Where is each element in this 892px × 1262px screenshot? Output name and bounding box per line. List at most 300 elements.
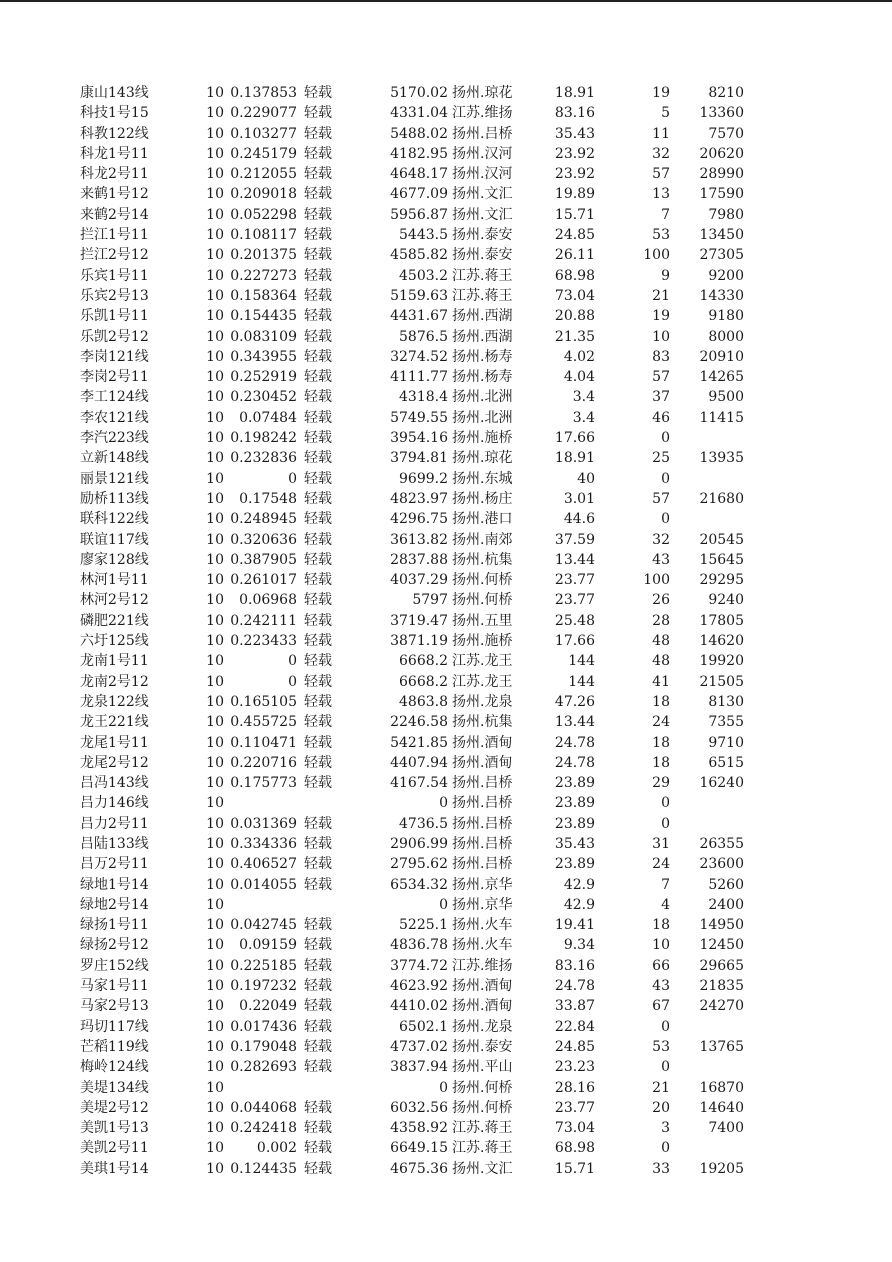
load-status-cell: 轻载 (304, 186, 332, 203)
feeder-name-cell: 芒稻119线 (80, 1038, 149, 1055)
feeder-name-cell: 吕力146线 (80, 795, 149, 812)
table-row (0, 103, 892, 123)
table-row (0, 611, 892, 631)
total-cell: 24270 (699, 998, 744, 1015)
feeder-name-cell: 龙尾1号11 (80, 734, 149, 751)
count-cell: 11 (652, 125, 670, 142)
total-cell: 21835 (699, 978, 744, 995)
load-rate-cell: 0.230452 (230, 389, 297, 406)
table-row (0, 733, 892, 753)
voltage-cell: 10 (206, 287, 224, 304)
feeder-name-cell: 龙泉122线 (80, 693, 149, 710)
table-row (0, 408, 892, 428)
capacity-cell: 5159.63 (390, 287, 448, 304)
feeder-name-cell: 美凯2号11 (80, 1140, 149, 1157)
distance-cell: 25.48 (554, 612, 595, 629)
count-cell: 41 (652, 673, 670, 690)
distance-cell: 15.71 (554, 1160, 595, 1177)
feeder-name-cell: 联谊117线 (80, 531, 149, 548)
distance-cell: 23.77 (554, 592, 595, 609)
capacity-cell: 4296.75 (390, 511, 448, 528)
table-row (0, 753, 892, 773)
load-rate-cell: 0.198242 (230, 430, 297, 447)
load-status-cell: 轻载 (304, 815, 332, 832)
load-rate-cell: 0.225185 (230, 957, 297, 974)
capacity-cell: 6668.2 (399, 653, 448, 670)
feeder-name-cell: 吕力2号11 (80, 815, 149, 832)
feeder-name-cell: 龙南1号11 (80, 653, 149, 670)
load-status-cell: 轻载 (304, 348, 332, 365)
load-status-cell: 轻载 (304, 1099, 332, 1116)
voltage-cell: 10 (206, 328, 224, 345)
total-cell: 21505 (699, 673, 744, 690)
distance-cell: 28.16 (554, 1079, 595, 1096)
count-cell: 29 (652, 775, 670, 792)
load-status-cell: 轻载 (304, 1160, 332, 1177)
distance-cell: 83.16 (554, 105, 595, 122)
total-cell: 19205 (699, 1160, 744, 1177)
load-status-cell: 轻载 (304, 835, 332, 852)
voltage-cell: 10 (206, 267, 224, 284)
substation-cell: 扬州.京华 (452, 896, 513, 913)
substation-cell: 江苏.维扬 (452, 105, 513, 122)
load-rate-cell: 0 (288, 470, 297, 487)
distance-cell: 9.34 (563, 937, 595, 954)
table-row (0, 854, 892, 874)
feeder-name-cell: 来鹤1号12 (80, 186, 149, 203)
feeder-name-cell: 李岗2号11 (80, 369, 149, 386)
substation-cell: 扬州.杨寿 (452, 348, 513, 365)
feeder-name-cell: 罗庄152线 (80, 957, 149, 974)
capacity-cell: 5488.02 (390, 125, 448, 142)
count-cell: 28 (652, 612, 670, 629)
capacity-cell: 4823.97 (390, 490, 448, 507)
count-cell: 20 (652, 1099, 670, 1116)
total-cell: 7355 (708, 714, 744, 731)
total-cell: 7980 (708, 206, 744, 223)
load-rate-cell: 0.002 (256, 1140, 297, 1157)
substation-cell: 扬州.酒甸 (452, 754, 513, 771)
load-status-cell: 轻载 (304, 1140, 332, 1157)
load-rate-cell: 0.017436 (230, 1018, 297, 1035)
load-rate-cell: 0.282693 (230, 1059, 297, 1076)
total-cell: 23600 (699, 856, 744, 873)
load-status-cell: 轻载 (304, 998, 332, 1015)
count-cell: 53 (652, 227, 670, 244)
table-row (0, 266, 892, 286)
count-cell: 18 (652, 693, 670, 710)
load-rate-cell: 0.042745 (230, 917, 297, 934)
voltage-cell: 10 (206, 795, 224, 812)
capacity-cell: 3774.72 (390, 957, 448, 974)
substation-cell: 扬州.西湖 (452, 328, 513, 345)
load-rate-cell: 0.406527 (230, 856, 297, 873)
distance-cell: 73.04 (554, 287, 595, 304)
total-cell: 9240 (708, 592, 744, 609)
distance-cell: 24.78 (554, 734, 595, 751)
substation-cell: 江苏.蒋王 (452, 1140, 513, 1157)
total-cell: 20910 (699, 348, 744, 365)
load-rate-cell: 0.124435 (230, 1160, 297, 1177)
count-cell: 13 (652, 186, 670, 203)
substation-cell: 扬州.杨寿 (452, 369, 513, 386)
feeder-name-cell: 拦江1号11 (80, 227, 149, 244)
count-cell: 19 (652, 308, 670, 325)
table-row (0, 956, 892, 976)
table-row (0, 935, 892, 955)
load-status-cell: 轻载 (304, 551, 332, 568)
capacity-cell: 4431.67 (390, 308, 448, 325)
total-cell: 14950 (699, 917, 744, 934)
substation-cell: 扬州.酒甸 (452, 734, 513, 751)
substation-cell: 扬州.琼花 (452, 85, 513, 101)
table-row (0, 1098, 892, 1118)
load-rate-cell: 0.110471 (230, 734, 297, 751)
table-row (0, 124, 892, 144)
feeder-name-cell: 立新148线 (80, 450, 149, 467)
count-cell: 57 (652, 369, 670, 386)
voltage-cell: 10 (206, 1140, 224, 1157)
feeder-name-cell: 绿地2号14 (80, 896, 149, 913)
capacity-cell: 3794.81 (390, 450, 448, 467)
voltage-cell: 10 (206, 612, 224, 629)
voltage-cell: 10 (206, 856, 224, 873)
capacity-cell: 5876.5 (399, 328, 448, 345)
table-row (0, 651, 892, 671)
voltage-cell: 10 (206, 389, 224, 406)
table-row (0, 1159, 892, 1179)
capacity-cell: 2795.62 (390, 856, 448, 873)
voltage-cell: 10 (206, 430, 224, 447)
feeder-name-cell: 林河1号11 (80, 572, 149, 589)
substation-cell: 扬州.火车 (452, 917, 513, 934)
table-row (0, 773, 892, 793)
voltage-cell: 10 (206, 917, 224, 934)
load-rate-cell: 0.014055 (230, 876, 297, 893)
capacity-cell: 3871.19 (390, 633, 448, 650)
table-row (0, 1138, 892, 1158)
voltage-cell: 10 (206, 633, 224, 650)
capacity-cell: 4111.77 (390, 369, 448, 386)
feeder-name-cell: 绿地1号14 (80, 876, 149, 893)
distance-cell: 42.9 (563, 876, 595, 893)
load-rate-cell: 0.154435 (230, 308, 297, 325)
table-row (0, 672, 892, 692)
table-row (0, 327, 892, 347)
table-row (0, 428, 892, 448)
voltage-cell: 10 (206, 653, 224, 670)
feeder-name-cell: 美堤2号12 (80, 1099, 149, 1116)
table-row (0, 1037, 892, 1057)
feeder-name-cell: 梅岭124线 (80, 1059, 149, 1076)
substation-cell: 扬州.施桥 (452, 430, 513, 447)
voltage-cell: 10 (206, 957, 224, 974)
count-cell: 32 (652, 145, 670, 162)
count-cell: 0 (661, 430, 670, 447)
feeder-name-cell: 乐宾2号13 (80, 287, 149, 304)
total-cell: 14620 (699, 633, 744, 650)
total-cell: 14640 (699, 1099, 744, 1116)
total-cell: 19920 (699, 653, 744, 670)
total-cell: 16870 (699, 1079, 744, 1096)
count-cell: 46 (652, 409, 670, 426)
table-row (0, 1017, 892, 1037)
total-cell: 8000 (708, 328, 744, 345)
count-cell: 0 (661, 470, 670, 487)
substation-cell: 扬州.京华 (452, 876, 513, 893)
distance-cell: 23.89 (554, 795, 595, 812)
count-cell: 18 (652, 754, 670, 771)
total-cell: 8210 (708, 85, 744, 101)
table-row (0, 550, 892, 570)
load-status-cell: 轻载 (304, 511, 332, 528)
load-rate-cell: 0.07484 (239, 409, 297, 426)
distance-cell: 15.71 (554, 206, 595, 223)
load-status-cell: 轻载 (304, 287, 332, 304)
total-cell: 27305 (699, 247, 744, 264)
voltage-cell: 10 (206, 673, 224, 690)
substation-cell: 扬州.杭集 (452, 551, 513, 568)
substation-cell: 江苏.蒋王 (452, 287, 513, 304)
load-status-cell: 轻载 (304, 572, 332, 589)
voltage-cell: 10 (206, 978, 224, 995)
table-row (0, 306, 892, 326)
capacity-cell: 5956.87 (390, 206, 448, 223)
capacity-cell: 3954.16 (390, 430, 448, 447)
substation-cell: 扬州.北洲 (452, 389, 513, 406)
load-status-cell: 轻载 (304, 490, 332, 507)
table-row (0, 144, 892, 164)
count-cell: 0 (661, 1018, 670, 1035)
capacity-cell: 6032.56 (390, 1099, 448, 1116)
substation-cell: 扬州.杭集 (452, 714, 513, 731)
count-cell: 21 (652, 287, 670, 304)
load-status-cell: 轻载 (304, 1059, 332, 1076)
substation-cell: 扬州.吕桥 (452, 775, 513, 792)
count-cell: 32 (652, 531, 670, 548)
load-status-cell: 轻载 (304, 856, 332, 873)
table-row (0, 469, 892, 489)
capacity-cell: 6649.15 (390, 1140, 448, 1157)
voltage-cell: 10 (206, 470, 224, 487)
total-cell: 7570 (708, 125, 744, 142)
voltage-cell: 10 (206, 85, 224, 101)
table-row (0, 692, 892, 712)
table-row (0, 895, 892, 915)
total-cell: 5260 (708, 876, 744, 893)
load-status-cell: 轻载 (304, 430, 332, 447)
distance-cell: 18.91 (554, 85, 595, 101)
capacity-cell: 3274.52 (390, 348, 448, 365)
capacity-cell: 5225.1 (399, 917, 448, 934)
count-cell: 18 (652, 917, 670, 934)
voltage-cell: 10 (206, 896, 224, 913)
voltage-cell: 10 (206, 166, 224, 183)
table-row (0, 83, 892, 103)
capacity-cell: 4410.02 (390, 998, 448, 1015)
capacity-cell: 2837.88 (390, 551, 448, 568)
table-row (0, 387, 892, 407)
distance-cell: 23.89 (554, 856, 595, 873)
distance-cell: 3.4 (572, 409, 595, 426)
load-rate-cell: 0.197232 (230, 978, 297, 995)
capacity-cell: 4407.94 (390, 754, 448, 771)
substation-cell: 扬州.泰安 (452, 227, 513, 244)
load-rate-cell: 0.108117 (230, 227, 297, 244)
substation-cell: 扬州.吕桥 (452, 856, 513, 873)
feeder-name-cell: 科教122线 (80, 125, 149, 142)
feeder-name-cell: 美凯1号13 (80, 1120, 149, 1137)
feeder-name-cell: 林河2号12 (80, 592, 149, 609)
feeder-name-cell: 美堤134线 (80, 1079, 149, 1096)
load-rate-cell: 0.175773 (230, 775, 297, 792)
distance-cell: 35.43 (554, 125, 595, 142)
total-cell: 14265 (699, 369, 744, 386)
load-status-cell: 轻载 (304, 1038, 332, 1055)
count-cell: 24 (652, 714, 670, 731)
load-rate-cell: 0.387905 (230, 551, 297, 568)
load-status-cell: 轻载 (304, 227, 332, 244)
feeder-name-cell: 康山143线 (80, 85, 149, 101)
distance-cell: 13.44 (554, 714, 595, 731)
table-row (0, 286, 892, 306)
distance-cell: 40 (577, 470, 595, 487)
capacity-cell: 4675.36 (390, 1160, 448, 1177)
voltage-cell: 10 (206, 754, 224, 771)
load-status-cell: 轻载 (304, 876, 332, 893)
table-row (0, 570, 892, 590)
voltage-cell: 10 (206, 348, 224, 365)
total-cell: 17805 (699, 612, 744, 629)
substation-cell: 扬州.吕桥 (452, 795, 513, 812)
count-cell: 57 (652, 166, 670, 183)
distance-cell: 33.87 (554, 998, 595, 1015)
load-rate-cell: 0.242418 (230, 1120, 297, 1137)
table-row (0, 205, 892, 225)
count-cell: 4 (661, 896, 670, 913)
load-status-cell: 轻载 (304, 937, 332, 954)
load-status-cell: 轻载 (304, 206, 332, 223)
distance-cell: 24.78 (554, 978, 595, 995)
count-cell: 0 (661, 795, 670, 812)
table-row (0, 976, 892, 996)
total-cell: 29295 (699, 572, 744, 589)
substation-cell: 扬州.泰安 (452, 247, 513, 264)
total-cell: 9200 (708, 267, 744, 284)
distance-cell: 26.11 (554, 247, 595, 264)
load-rate-cell: 0.165105 (230, 693, 297, 710)
count-cell: 43 (652, 551, 670, 568)
table-row (0, 347, 892, 367)
voltage-cell: 10 (206, 1018, 224, 1035)
substation-cell: 扬州.龙泉 (452, 693, 513, 710)
total-cell: 17590 (699, 186, 744, 203)
count-cell: 33 (652, 1160, 670, 1177)
count-cell: 57 (652, 490, 670, 507)
total-cell: 11415 (699, 409, 744, 426)
substation-cell: 扬州.泰安 (452, 1038, 513, 1055)
feeder-name-cell: 龙王221线 (80, 714, 149, 731)
distance-cell: 23.89 (554, 775, 595, 792)
table-row (0, 530, 892, 550)
load-status-cell: 轻载 (304, 308, 332, 325)
capacity-cell: 4736.5 (399, 815, 448, 832)
capacity-cell: 4836.78 (390, 937, 448, 954)
distance-cell: 3.4 (572, 389, 595, 406)
substation-cell: 扬州.杨庄 (452, 490, 513, 507)
load-status-cell: 轻载 (304, 693, 332, 710)
distance-cell: 17.66 (554, 633, 595, 650)
capacity-cell: 4331.04 (390, 105, 448, 122)
voltage-cell: 10 (206, 369, 224, 386)
capacity-cell: 6668.2 (399, 673, 448, 690)
load-rate-cell: 0.252919 (230, 369, 297, 386)
voltage-cell: 10 (206, 998, 224, 1015)
distance-cell: 24.85 (554, 1038, 595, 1055)
feeder-name-cell: 科龙1号11 (80, 145, 149, 162)
feeder-name-cell: 乐凯2号12 (80, 328, 149, 345)
load-rate-cell: 0.227273 (230, 267, 297, 284)
substation-cell: 扬州.西湖 (452, 308, 513, 325)
distance-cell: 44.6 (563, 511, 595, 528)
load-rate-cell: 0.232836 (230, 450, 297, 467)
load-status-cell: 轻载 (304, 125, 332, 142)
total-cell: 20620 (699, 145, 744, 162)
total-cell: 13450 (699, 227, 744, 244)
load-rate-cell: 0.103277 (230, 125, 297, 142)
total-cell: 12450 (699, 937, 744, 954)
capacity-cell: 5749.55 (390, 409, 448, 426)
capacity-cell: 4182.95 (390, 145, 448, 162)
load-status-cell: 轻载 (304, 673, 332, 690)
voltage-cell: 10 (206, 1038, 224, 1055)
voltage-cell: 10 (206, 714, 224, 731)
table-row (0, 1078, 892, 1098)
load-status-cell: 轻载 (304, 978, 332, 995)
capacity-cell: 0 (439, 896, 448, 913)
distance-cell: 73.04 (554, 1120, 595, 1137)
load-rate-cell: 0.242111 (230, 612, 297, 629)
voltage-cell: 10 (206, 1120, 224, 1137)
count-cell: 5 (661, 105, 670, 122)
voltage-cell: 10 (206, 1099, 224, 1116)
table-row (0, 875, 892, 895)
voltage-cell: 10 (206, 125, 224, 142)
distance-cell: 19.41 (554, 917, 595, 934)
load-status-cell: 轻载 (304, 633, 332, 650)
distance-cell: 22.84 (554, 1018, 595, 1035)
total-cell: 21680 (699, 490, 744, 507)
capacity-cell: 4677.09 (390, 186, 448, 203)
capacity-cell: 5170.02 (390, 85, 448, 101)
capacity-cell: 5443.5 (399, 227, 448, 244)
voltage-cell: 10 (206, 186, 224, 203)
distance-cell: 24.78 (554, 754, 595, 771)
total-cell: 26355 (699, 835, 744, 852)
voltage-cell: 10 (206, 247, 224, 264)
distance-cell: 19.89 (554, 186, 595, 203)
count-cell: 100 (643, 247, 670, 264)
voltage-cell: 10 (206, 145, 224, 162)
load-status-cell: 轻载 (304, 714, 332, 731)
load-rate-cell: 0 (288, 653, 297, 670)
count-cell: 0 (661, 815, 670, 832)
table-row (0, 631, 892, 651)
count-cell: 0 (661, 511, 670, 528)
distance-cell: 17.66 (554, 430, 595, 447)
count-cell: 24 (652, 856, 670, 873)
load-rate-cell: 0.220716 (230, 754, 297, 771)
